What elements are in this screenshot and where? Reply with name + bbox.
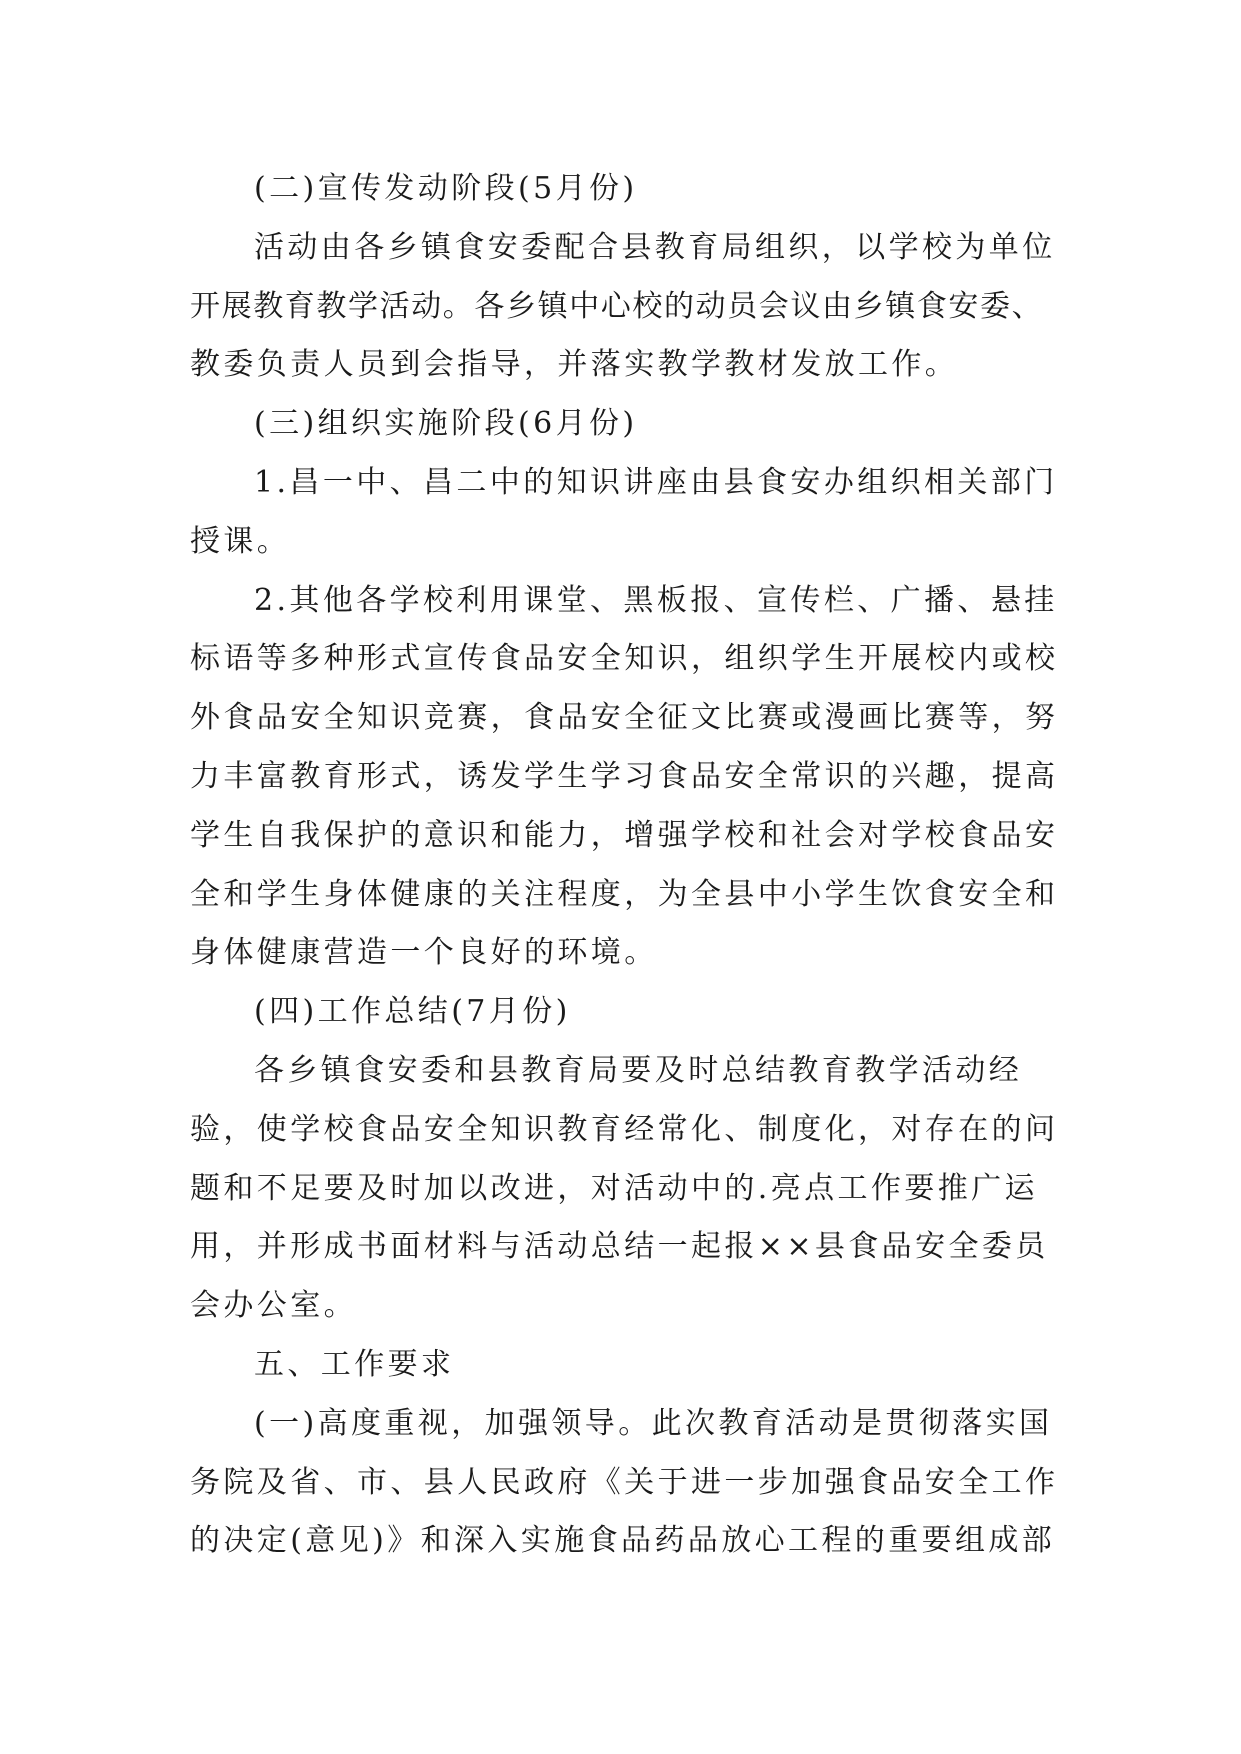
paragraph-line: 学生自我保护的意识和能力，增强学校和社会对学校食品安: [190, 817, 1059, 853]
paragraph-line: 开展教育教学活动。各乡镇中心校的动员会议由乡镇食安委、: [190, 288, 1044, 324]
paragraph-line: 标语等多种形式宣传食品安全知识，组织学生开展校内或校: [190, 641, 1059, 677]
paragraph-line: 验，使学校食品安全知识教育经常化、制度化，对存在的问: [190, 1111, 1059, 1147]
section-heading-implementation-phase: (三)组织实施阶段(6月份): [254, 406, 638, 442]
paragraph-line: 教委负责人员到会指导，并落实教学教材发放工作。: [190, 347, 959, 383]
list-item-2: 2.其他各学校利用课堂、黑板报、宣传栏、广播、悬挂: [254, 582, 1058, 618]
document-body: [190, 160, 1059, 1571]
paragraph-line: 活动由各乡镇食安委配合县教育局组织，以学校为单位: [254, 229, 1056, 265]
paragraph-line: 用，并形成书面材料与活动总结一起报××县食品安全委员: [190, 1229, 1049, 1265]
list-item-1: 1.昌一中、昌二中的知识讲座由县食安办组织相关部门: [254, 464, 1058, 500]
paragraph-line: 题和不足要及时加以改进，对活动中的.亮点工作要推广运: [190, 1170, 1038, 1206]
paragraph-line: 外食品安全知识竞赛，食品安全征文比赛或漫画比赛等，努: [190, 700, 1059, 736]
paragraph-line: 身体健康营造一个良好的环境。: [190, 935, 658, 971]
paragraph-line: 会办公室。: [190, 1288, 357, 1324]
paragraph-line: 务院及省、市、县人民政府《关于进一步加强食品安全工作: [190, 1464, 1059, 1500]
paragraph-line: 全和学生身体健康的关注程度，为全县中小学生饮食安全和: [190, 876, 1059, 912]
section-heading-publicity-phase: (二)宣传发动阶段(5月份): [254, 171, 638, 206]
section-heading-work-requirements: 五、工作要求: [254, 1346, 455, 1382]
paragraph-line: 力丰富教育形式，诱发学生学习食品安全常识的兴趣，提高: [190, 758, 1059, 794]
paragraph-line: (一)高度重视，加强领导。此次教育活动是贯彻落实国: [254, 1405, 1053, 1441]
section-heading-summary: (四)工作总结(7月份): [254, 994, 571, 1030]
paragraph-line: 授课。: [190, 523, 291, 559]
paragraph-line: 的决定(意见)》和深入实施食品药品放心工程的重要组成部: [190, 1523, 1056, 1559]
paragraph-line: 各乡镇食安委和县教育局要及时总结教育教学活动经: [254, 1052, 1023, 1088]
